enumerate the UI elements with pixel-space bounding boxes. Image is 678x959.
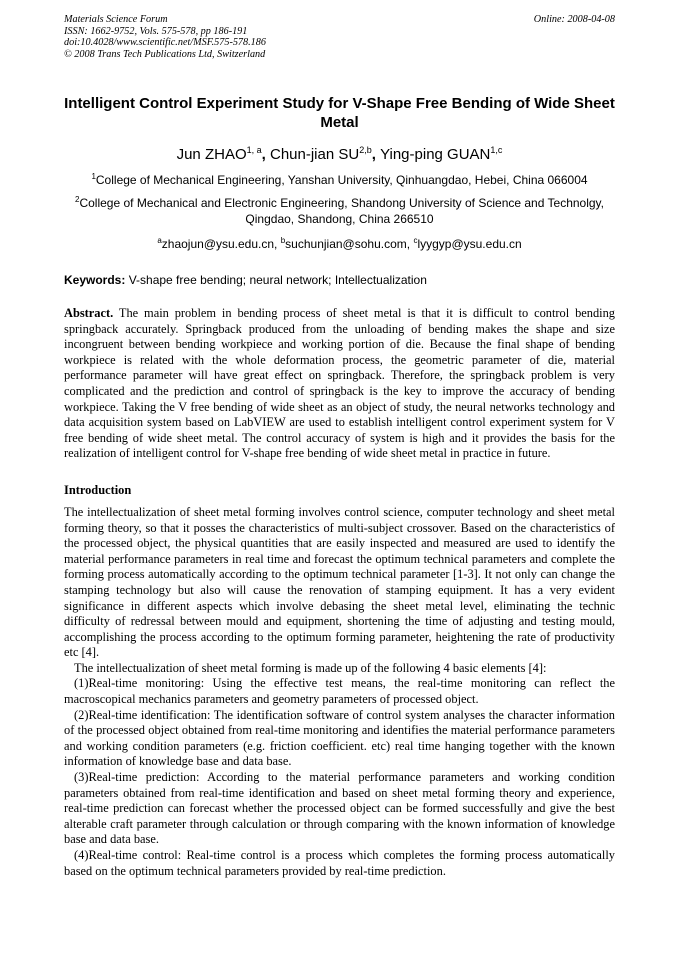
keywords-text: V-shape free bending; neural network; Intellectualization	[125, 273, 427, 287]
affiliation-text: College of Mechanical Engineering, Yanshan University, Qinhuangdao, Hebei, China 066004	[95, 173, 588, 187]
email-mark: b	[280, 236, 286, 245]
paragraph: (4)Real-time control: Real-time control is a process which completes the forming process automatically based on the optimum technical parameters provided by real-time prediction.	[64, 848, 615, 878]
affiliation	[64, 192, 615, 227]
section-heading-introduction: Introduction	[64, 482, 132, 497]
issn-line: ISSN: 1662-9752, Vols. 575-578, pp 186-191	[64, 25, 248, 37]
email-list: $^a$zhaojun@ysu.edu.cn, $^b$suchunjian@sohu.com, $^c$lyygyp@ysu.edu.cn	[157, 236, 522, 251]
abstract	[64, 306, 615, 462]
author-list: Jun ZHAO$^{1, a}$, Chun-jian SU$^{2,b}$, Ying-ping GUAN$^{1,c}$	[176, 145, 503, 163]
keywords	[64, 272, 615, 288]
paragraph: (2)Real-time identification: The identification software of control system analyses the character information of the processed object obtained from real-time monitoring and identifies the material performance parameters and working condition parameters (e.g. friction coefficient. etc) real time hanging together with the known information of knowledge base and data base.	[64, 707, 615, 769]
keywords-label: Keywords:	[64, 273, 126, 287]
copyright-line: © 2008 Trans Tech Publications Ltd, Switzerland	[64, 48, 266, 60]
email-address[interactable]: zhaojun@ysu.edu.cn	[161, 237, 275, 251]
abstract-label: Abstract.	[64, 306, 114, 320]
author-affil-mark: 1, a	[246, 145, 262, 155]
paragraph: The intellectualization of sheet metal forming is made up of the following 4 basic elements [4]:	[74, 660, 547, 675]
author-name: Chun-jian SU	[269, 146, 360, 163]
paper-title: Intelligent Control Experiment Study for V-Shape Free Bending of Wide Sheet Metal	[64, 95, 615, 131]
email-mark: a	[157, 236, 162, 245]
journal-info	[64, 14, 266, 60]
paragraph: The intellectualization of sheet metal forming involves control science, computer technology and sheet metal forming theory, so that it posses the characteristics of multi-subject crossover. Based on the characteristics of the processed object, the physical quantities that are easily inspected and measured are used to identify the material performance parameters in real time and forecast the optimum technical parameters and complete the forming process automatically according to the optimum technical parameter [1-3]. It not only can change the stamping technology but also will cause the renovation of stamping equipment. It has a very evident significance in different aspects which involve debasing the sheet metal level, eliminating the technic difficulty of redressal between mould and equipment, shortening the time of adjusting and testing mould, accomplishing the process according to the optimum forming parameter, heightening the rate of productivity etc [4].	[64, 504, 615, 660]
author-affil-mark: 2,b	[359, 145, 372, 155]
paper-page	[64, 14, 615, 879]
paragraph: (1)Real-time monitoring: Using the effective test means, the real-time monitoring can reflect the macroscopical mechanics parameters and geometry parameters of processed object.	[64, 676, 615, 707]
affiliation-mark: 2	[75, 195, 80, 204]
affiliation-text: College of Mechanical and Electronic Engineering, Shandong University of Science and Technolgy, Qingdao, Shandong, China 266510	[79, 196, 604, 226]
author-name: Ying-ping GUAN	[380, 146, 491, 163]
author-affil-mark: 1,c	[490, 145, 503, 155]
email-address[interactable]: suchunjian@sohu.com	[285, 237, 407, 251]
author-name: Jun ZHAO	[176, 146, 247, 163]
email-address[interactable]: lyygyp@ysu.edu.cn	[417, 237, 522, 251]
affiliation-mark: 1	[91, 172, 96, 181]
paragraph: (3)Real-time prediction: According to the material performance parameters and working condition parameters obtained from real-time identification and based on sheet metal forming theory and experience, real-time prediction can forecast whether the processed object can be formed successfully and give the best alterable craft parameter through calculation or through comparing with the known information of knowledge base and data base.	[64, 770, 615, 847]
journal-name: Materials Science Forum	[64, 14, 168, 25]
doi-line: doi:10.4028/www.scientific.net/MSF.575-578.186	[64, 37, 266, 48]
journal-header	[64, 14, 615, 64]
affiliation	[64, 169, 615, 188]
email-mark: c	[413, 236, 418, 245]
abstract-text: The main problem in bending process of sheet metal is that it is difficult to control bending springback accurately. Springback produced from the unloading of bending makes the shape and size incongruent between bending workpiece and working portion of die. Because the final shape of bending workpiece is related with the whole deformation process, the geometric parameter of die, material performance parameter will have great effect on springback. Therefore, the springback problem is very complicated and the prediction and control of springback is the key to improve the accuracy of bending workpiece. Taking the V free bending of wide sheet as an object of study, the neural networks technology and data acquisition system based on LabVIEW are used to establish intelligent control experiment system for V free bending of wide sheet metal. The control accuracy of system is high and it provides the basis for the realization of intelligent control for V-shape free bending of wide sheet metal in practice in future.	[64, 306, 615, 461]
online-date: Online: 2008-04-08	[533, 14, 615, 25]
